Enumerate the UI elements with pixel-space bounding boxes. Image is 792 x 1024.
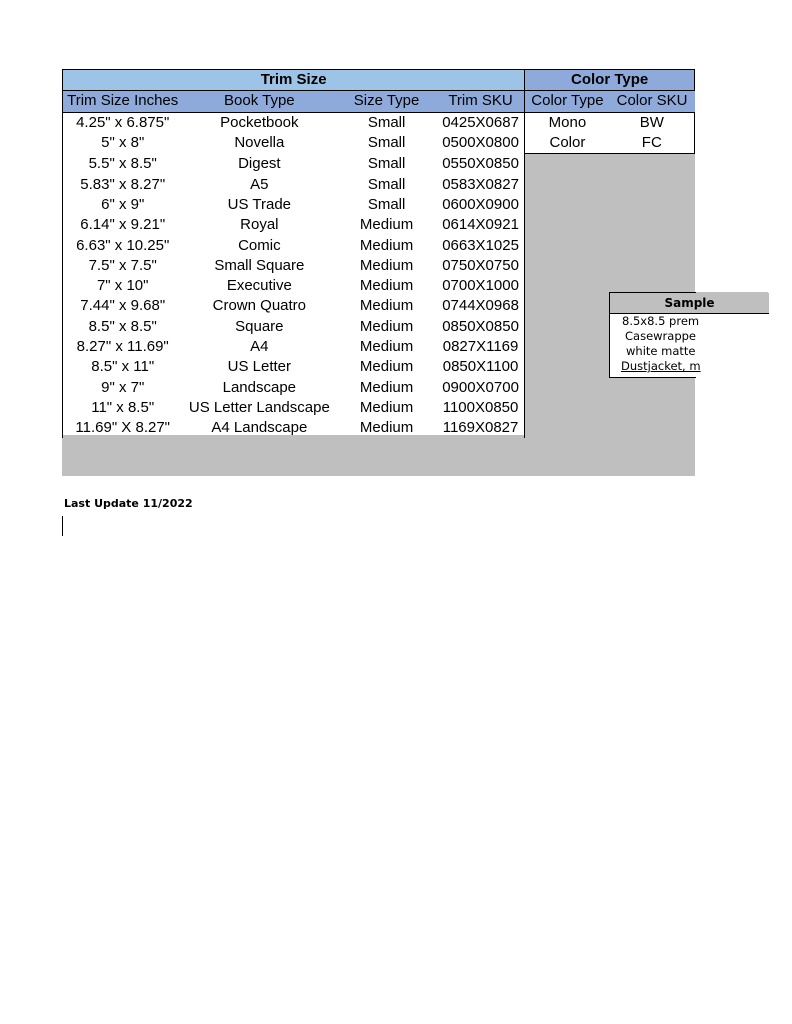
book-type-cell: Small Square [214,256,305,274]
trim-size-inches-cell: 6.63" x 10.25" [63,235,183,255]
table-row [63,418,695,438]
table-row [63,235,695,255]
trim-size-table [62,69,695,438]
trim-sku-cell: 0850X0850 [437,317,525,337]
trim-size-inches-cell: 6" x 9" [63,195,183,215]
empty-color-cell [525,296,610,316]
size-type-cell: Medium [359,236,414,254]
size-type-cell: Small [367,134,406,152]
table-row [63,337,695,357]
table-row [63,256,695,276]
empty-color-cell [610,418,695,438]
book-type-cell: Comic [238,236,281,254]
color-type-cell: Mono [525,112,610,133]
trim-size-inches-cell: 8.5" x 11" [63,357,183,377]
empty-grey-footer-region [62,435,695,476]
book-type-cell: Royal [240,216,279,234]
empty-color-cell [610,174,695,194]
last-update-note: Last Update 11/2022 [64,497,193,510]
trim-sku-cell: 1169X0827 [437,418,525,438]
trim-sku-cell: 0900X0700 [437,377,525,397]
book-type-cell: US Letter [227,358,292,376]
empty-color-cell [525,195,610,215]
table-row [63,154,695,175]
empty-color-cell [525,215,610,235]
table-row [63,215,695,235]
column-header-trim-size-inches: Trim Size Inches [63,91,183,112]
color-type-cell: Color [525,133,610,154]
table-row [63,398,695,418]
table-row [63,195,695,215]
table-row [63,317,695,337]
sample-line: white matte [626,344,696,358]
spreadsheet-area [62,69,695,476]
trim-size-inches-cell: 7.44" x 9.68" [63,296,183,316]
book-type-cell: US Trade [227,195,292,213]
trim-sku-cell: 0700X1000 [437,276,525,296]
empty-color-cell [525,357,610,377]
trim-size-inches-cell: 5" x 8" [63,133,183,154]
size-type-cell: Small [367,113,406,131]
empty-color-cell [610,195,695,215]
size-type-cell: Medium [359,277,414,295]
empty-color-cell [610,235,695,255]
empty-color-cell [525,398,610,418]
book-type-cell: Landscape [222,378,297,396]
color-type-section-header: Color Type [525,70,695,91]
trim-sku-cell: 0500X0800 [437,133,525,154]
empty-color-cell [610,256,695,276]
color-sku-cell: BW [610,112,695,133]
empty-color-cell [610,215,695,235]
trim-sku-cell: 0850X1100 [437,357,525,377]
column-header-color-type: Color Type [525,91,610,112]
trim-size-inches-cell: 9" x 7" [63,377,183,397]
empty-color-cell [525,337,610,357]
empty-color-cell [525,377,610,397]
trim-sku-cell: 0744X0968 [437,296,525,316]
size-type-cell: Small [367,155,406,173]
trim-sku-cell: 0827X1169 [437,337,525,357]
trim-size-inches-cell: 4.25" x 6.875" [63,112,183,133]
book-type-cell: Square [235,317,284,335]
trim-size-inches-cell: 7" x 10" [63,276,183,296]
table-row [63,174,695,194]
sample-line: 8.5x8.5 prem [622,314,700,328]
size-type-cell: Medium [359,256,414,274]
size-type-cell: Small [367,195,406,213]
column-header-trim-sku: Trim SKU [437,91,525,112]
book-type-cell: A4 [250,338,269,355]
size-type-cell: Medium [359,338,414,355]
empty-color-cell [525,317,610,337]
table-row [63,276,695,296]
book-type-cell: Pocketbook [220,113,299,131]
sample-line: Casewrappe [625,329,696,343]
sample-box [609,292,715,378]
column-header-size-type: Size Type [336,91,437,112]
table-row [63,133,695,154]
column-header-color-sku: Color SKU [610,91,695,112]
size-type-cell: Medium [359,398,414,416]
book-type-cell: Executive [226,277,292,295]
sample-line: Dustjacket, m [621,359,701,373]
empty-color-cell [525,154,610,175]
text-cursor [62,516,63,536]
trim-sku-cell: 0663X1025 [437,235,525,255]
trim-size-inches-cell: 8.27" x 11.69" [63,337,183,357]
empty-color-cell [525,235,610,255]
trim-sku-cell: 0583X0827 [437,174,525,194]
table-row [63,377,695,397]
table-row [63,357,695,377]
trim-sku-cell: 0550X0850 [437,154,525,175]
trim-size-inches-cell: 5.5" x 8.5" [63,154,183,175]
size-type-cell: Small [367,175,406,193]
trim-size-inches-cell: 6.14" x 9.21" [63,215,183,235]
size-type-cell: Medium [359,378,414,396]
book-type-cell: Digest [238,155,281,173]
empty-color-cell [525,256,610,276]
book-type-cell: Novella [234,134,285,152]
trim-size-inches-cell: 5.83" x 8.27" [63,174,183,194]
empty-color-cell [525,174,610,194]
color-sku-cell: FC [610,133,695,154]
trim-sku-cell: 0614X0921 [437,215,525,235]
sample-text [612,314,792,374]
book-type-cell: A5 [250,175,269,193]
trim-sku-cell: 0425X0687 [437,112,525,133]
book-type-cell: US Letter Landscape [188,398,330,416]
empty-color-cell [525,418,610,438]
table-row [63,112,695,133]
trim-size-inches-cell: 8.5" x 8.5" [63,317,183,337]
trim-size-inches-cell: 11.69" X 8.27" [63,418,183,438]
trim-sku-cell: 0750X0750 [437,256,525,276]
empty-color-cell [525,276,610,296]
size-type-cell: Medium [359,317,414,335]
empty-color-cell [610,154,695,175]
trim-size-rows [63,112,695,438]
trim-size-section-header: Trim Size [63,70,525,91]
size-type-cell: Medium [359,419,414,437]
trim-size-inches-cell: 11" x 8.5" [63,398,183,418]
size-type-cell: Medium [359,216,414,234]
table-row [63,296,695,316]
trim-size-inches-cell: 7.5" x 7.5" [63,256,183,276]
empty-color-cell [610,377,695,397]
trim-sku-cell: 1100X0850 [437,398,525,418]
trim-sku-cell: 0600X0900 [437,195,525,215]
book-type-cell: A4 Landscape [211,419,308,437]
sample-header: Sample [610,293,769,314]
size-type-cell: Medium [359,297,414,315]
size-type-cell: Medium [359,358,414,376]
empty-color-cell [610,398,695,418]
column-header-book-type: Book Type [182,91,336,112]
book-type-cell: Crown Quatro [212,297,307,315]
